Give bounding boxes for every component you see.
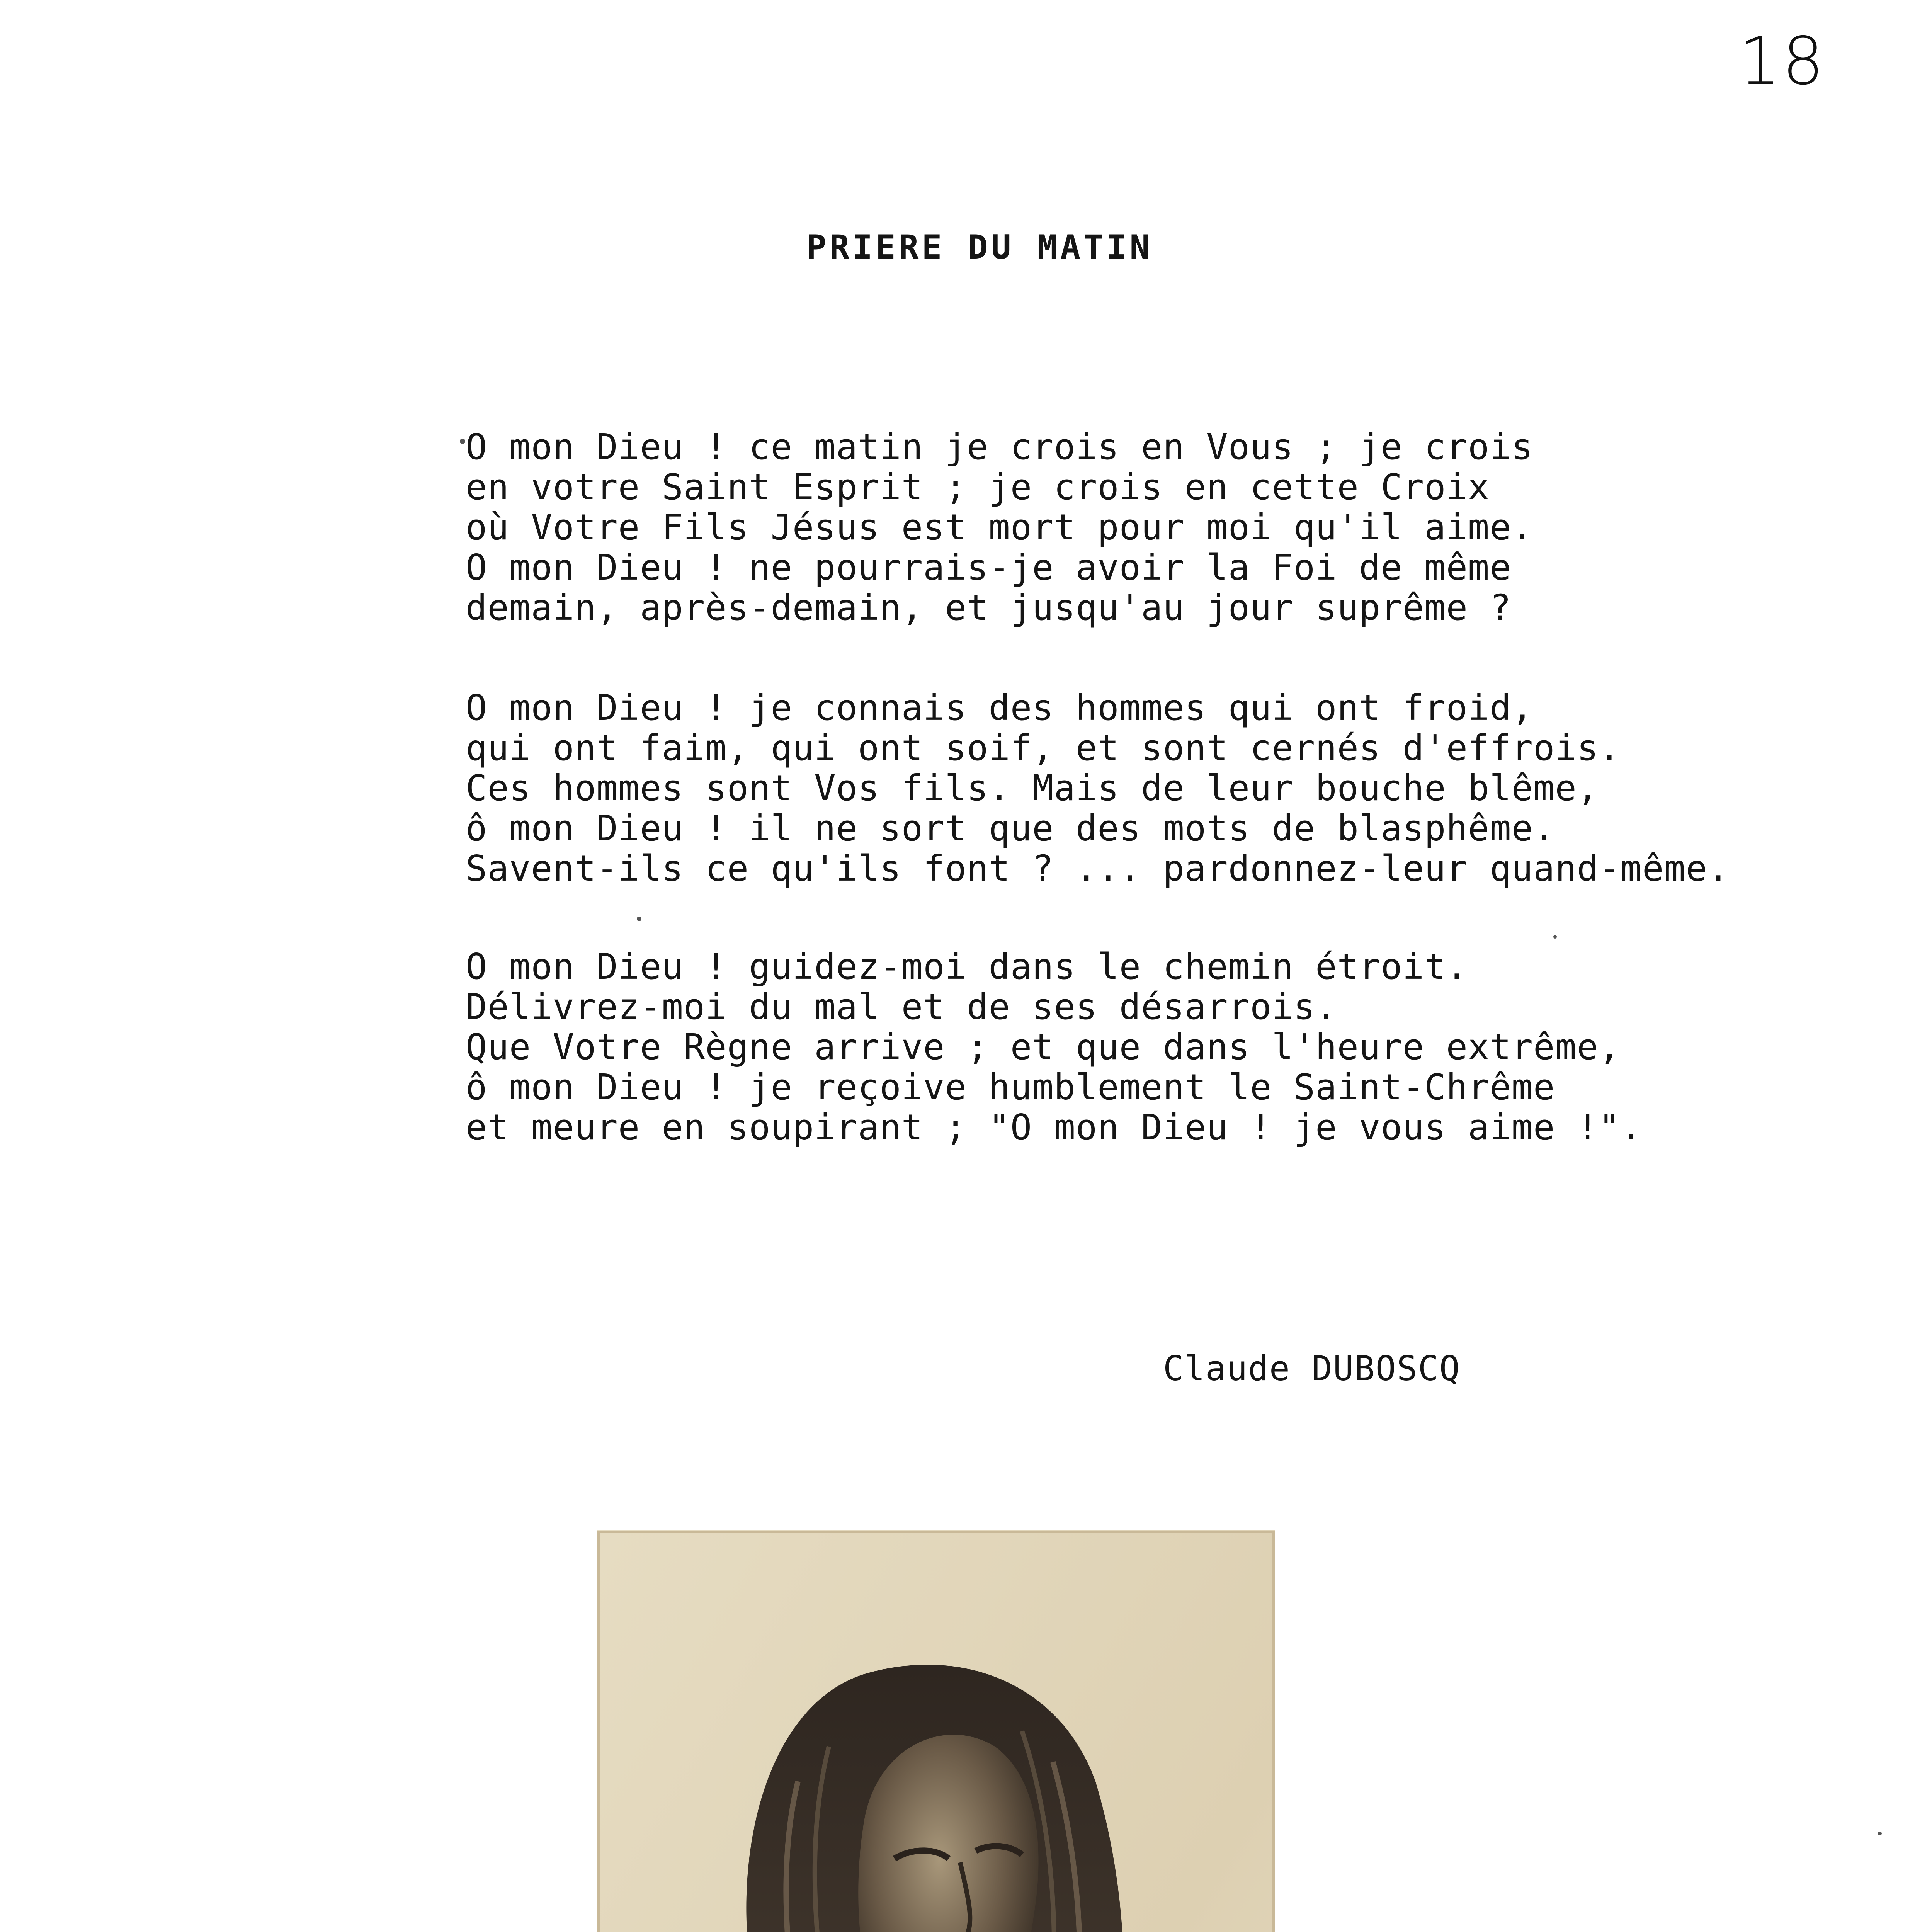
poem-line: en votre Saint Esprit ; je crois en cette Croix <box>466 466 1490 508</box>
scan-speck <box>637 917 641 921</box>
poem-title: PRIERE DU MATIN <box>806 228 1153 267</box>
poem-line: Ces hommes sont Vos fils. Mais de leur bouche blême, <box>466 767 1599 809</box>
poem-line: et meure en soupirant ; "O mon Dieu ! je vous aime !". <box>466 1107 1642 1148</box>
poem-line: Savent-ils ce qu'ils font ? ... pardonnez-leur quand-même. <box>466 848 1730 889</box>
poem-line: O mon Dieu ! je connais des hommes qui ont froid, <box>466 687 1534 728</box>
page-number: 18 <box>1739 23 1826 100</box>
poem-line: O mon Dieu ! guidez-moi dans le chemin étroit. <box>466 946 1468 987</box>
scan-speck <box>1878 1832 1882 1835</box>
poem-line: O mon Dieu ! ce matin je crois en Vous ; je crois <box>466 426 1534 468</box>
poem-line: qui ont faim, qui ont soif, et sont cernés d'effrois. <box>466 727 1621 769</box>
poem-line: où Votre Fils Jésus est mort pour moi qu'il aime. <box>466 507 1534 548</box>
author-signature: Claude DUBOSCQ <box>1163 1349 1461 1388</box>
scan-speck <box>1553 935 1557 939</box>
stanza-1 <box>466 427 1533 628</box>
poem-line: ô mon Dieu ! il ne sort que des mots de blasphême. <box>466 808 1555 849</box>
stanza-2 <box>466 688 1730 889</box>
poem-line: Délivrez-moi du mal et de ses désarrois. <box>466 986 1337 1027</box>
christ-sculpture-photo <box>597 1530 1275 1932</box>
poem-line: Que Votre Règne arrive ; et que dans l'heure extrême, <box>466 1026 1621 1068</box>
poem-line: ô mon Dieu ! je reçoive humblement le Saint-Chrême <box>466 1066 1555 1108</box>
poem-line: O mon Dieu ! ne pourrais-je avoir la Foi de même <box>466 547 1512 588</box>
stanza-3 <box>466 947 1642 1148</box>
poem-line: demain, après-demain, et jusqu'au jour suprême ? <box>466 587 1512 628</box>
scan-speck <box>460 439 465 444</box>
